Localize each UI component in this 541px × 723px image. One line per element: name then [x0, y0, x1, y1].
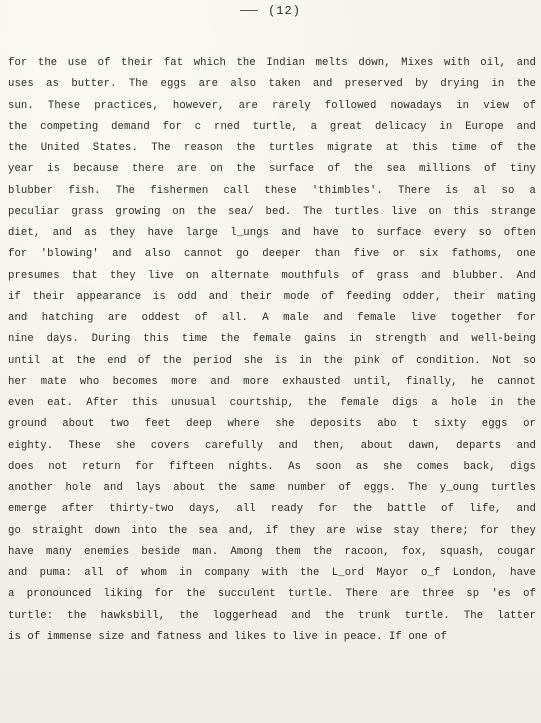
text-line: uses as butter. The eggs are also taken and preserved by drying in the — [8, 78, 536, 91]
text-line: for the use of their fat which the Indian melts down, Mixes with oil, and — [8, 57, 536, 69]
text-line: peculiar grass growing on the sea/ bed. The turtles live on this strange — [8, 205, 536, 218]
text-line: and hatching are oddest of all. A male and female live together for — [8, 312, 536, 324]
text-line: emerge after thirty-two days, all ready for the battle of life, and — [8, 503, 536, 516]
page-number — [0, 4, 541, 18]
text-line: the United States. The reason the turtles migrate at this time of the — [8, 142, 536, 154]
text-line: another hole and lays about the same number of eggs. The y_oung turtles — [8, 482, 536, 494]
text-line: sun. These practices, however, are rarely followed nowadays in view of — [8, 99, 536, 112]
text-line: eighty. These she covers carefully and then, about dawn, departs and — [8, 439, 536, 452]
typed-body-text — [8, 53, 536, 648]
text-line: a pronounced liking for the succulent turtle. There are three sp 'es of — [8, 588, 536, 601]
text-line: even eat. After this unusual courtship, the female digs a hole in the — [8, 397, 536, 409]
page-number-dash — [240, 10, 258, 11]
text-line: until at the end of the period she is in the pink of condition. Not so — [8, 354, 536, 367]
text-line: for 'blowing' and also cannot go deeper than five or six fathoms, one — [8, 248, 536, 261]
text-line: have many enemies beside man. Among them the racoon, fox, squash, cougar — [8, 545, 536, 558]
text-line: nine days. During this time the female gains in strength and well-being — [8, 333, 536, 346]
text-line: ground about two feet deep where she deposits abo t sixty eggs or — [8, 418, 536, 431]
text-line: is of immense size and fatness and likes to live in peace. If one of — [8, 630, 448, 643]
text-line: does not return for fifteen nights. As soon as she comes back, digs — [8, 460, 536, 473]
text-line: presumes that they live on alternate mouthfuls of grass and blubber. And — [8, 269, 536, 282]
text-line: year is because there are on the surface of the sea millions of tiny — [8, 163, 536, 176]
text-line: blubber fish. The fishermen call these 'thimbles'. There is al so a — [8, 184, 536, 197]
text-line: and puma: all of whom in company with the L_ord Mayor o_f London, have — [8, 567, 536, 579]
text-line: if their appearance is odd and their mode of feeding odder, their mating — [8, 290, 536, 303]
text-line: her mate who becomes more and more exhausted until, finally, he cannot — [8, 375, 536, 388]
text-line: turtle: the hawksbill, the loggerhead and the trunk turtle. The latter — [8, 609, 536, 622]
text-line: go straight down into the sea and, if they are wise stay there; for they — [8, 524, 536, 537]
page-number-text: (12) — [268, 4, 301, 18]
text-line: diet, and as they have large l_ungs and have to surface every so often — [8, 227, 536, 239]
text-line: the competing demand for c rned turtle, a great delicacy in Europe and — [8, 120, 536, 133]
